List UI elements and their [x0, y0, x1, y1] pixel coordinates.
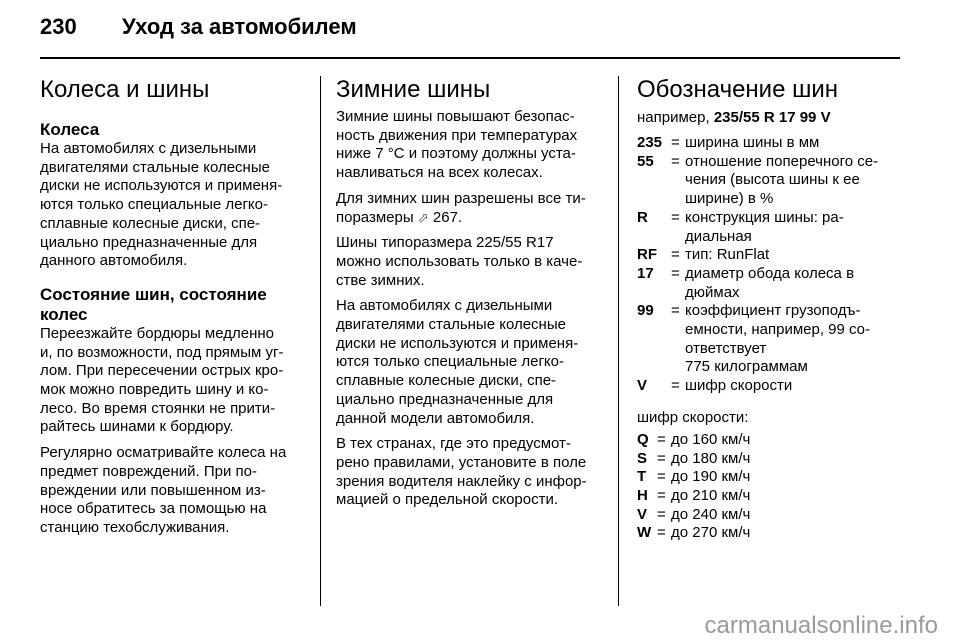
designation-equals: = — [671, 134, 680, 151]
speed-code-table — [637, 431, 902, 543]
tire-condition-text-2: Регулярно осматривайте колеса на предмет повреждений. При по- вреждении или повышенном из- носе обратитесь за помощью на станцию техобслуживания. — [40, 444, 287, 536]
winter-text-2 — [336, 190, 601, 227]
column-divider-1 — [320, 76, 321, 606]
speed-equals: = — [657, 505, 666, 523]
section-heading-wheels-tires: Колеса и шины — [40, 76, 210, 103]
speed-key: V — [637, 505, 648, 523]
winter-text-5: В тех странах, где это предусмот- рено правилами, установите в поле зрения водителя наклейку с инфор- мацией о предельной скорости. — [336, 435, 587, 509]
designation-key: R — [637, 208, 648, 226]
speed-key: S — [637, 449, 648, 467]
designation-row — [637, 302, 902, 377]
designation-equals: = — [671, 377, 680, 395]
designation-value: коэффициент грузоподъ- емности, например, 99 со- ответствует 775 килограммам — [685, 302, 871, 376]
designation-value: диаметр обода колеса в дюймах — [685, 264, 855, 301]
designation-equals: = — [671, 264, 680, 282]
speed-value: до 210 км/ч — [671, 486, 751, 504]
example-line — [637, 108, 902, 127]
speed-value: до 160 км/ч — [671, 430, 751, 448]
speed-equals: = — [657, 486, 666, 504]
column-right — [637, 76, 902, 543]
designation-key: 235 — [637, 134, 663, 151]
speed-equals: = — [657, 524, 666, 542]
designation-key: 17 — [637, 264, 654, 282]
example-value: 235/55 R 17 99 V — [713, 109, 831, 126]
page-number: 230 — [40, 14, 77, 39]
designation-equals: = — [671, 152, 680, 170]
speed-key: W — [637, 524, 652, 542]
speed-key: T — [637, 468, 647, 486]
designation-table — [637, 134, 902, 396]
designation-key: 55 — [637, 152, 654, 170]
designation-row — [637, 153, 902, 209]
arrow-reference-icon: ⬀ — [417, 209, 429, 225]
speed-value: до 270 км/ч — [671, 524, 751, 542]
designation-row — [637, 377, 902, 396]
designation-value: тип: RunFlat — [685, 246, 770, 264]
designation-value: ширина шины в мм — [685, 134, 820, 151]
designation-key: 99 — [637, 302, 654, 320]
designation-row — [637, 246, 902, 265]
speed-value: до 240 км/ч — [671, 505, 751, 523]
speed-key: H — [637, 486, 648, 504]
chapter-title: Уход за автомобилем — [122, 14, 357, 39]
speed-equals: = — [657, 430, 666, 448]
designation-key: V — [637, 377, 648, 395]
speed-row — [637, 468, 902, 487]
winter-text-1: Зимние шины повышают безопас- ность движения при температурах ниже 7 °C и поэтому должны уста- навливаться на всех колесах. — [336, 108, 578, 182]
winter-text-2-body: Для зимних шин разрешены все ти- поразмеры — [336, 189, 586, 226]
speed-equals: = — [657, 449, 666, 467]
designation-row — [637, 209, 902, 246]
wheels-text: На автомобилях с дизельными двигателями стальные колесные диски не используются и применя- ются только специальные легко- сплавные колесные диски, спе- циально предназначенные для данного автомобиля. — [40, 140, 283, 270]
speed-row — [637, 450, 902, 469]
subheading-tire-condition: Состояние шин, состояние колес — [40, 284, 267, 324]
header-divider — [40, 57, 900, 59]
designation-equals: = — [671, 302, 680, 320]
designation-equals: = — [671, 246, 680, 264]
tire-condition-text-1: Переезжайте бордюры медленно и, по возможности, под прямым уг- лом. При пересечении острых кро- мок можно повредить шину и ко- лесо. Во время стоянки не прити- райтесь шинами к бордюру. — [40, 324, 284, 436]
speed-row — [637, 524, 902, 543]
section-heading-winter-tires: Зимние шины — [336, 76, 491, 103]
designation-equals: = — [671, 208, 680, 226]
speed-value: до 180 км/ч — [671, 449, 751, 467]
speed-row — [637, 431, 902, 450]
designation-row — [637, 265, 902, 302]
section-heading-tire-designation: Обозначение шин — [637, 76, 839, 103]
speed-value: до 190 км/ч — [671, 468, 751, 486]
example-label: например, — [637, 109, 710, 126]
designation-value: шифр скорости — [685, 377, 793, 395]
column-divider-2 — [618, 76, 619, 606]
page-reference[interactable]: 267. — [432, 208, 463, 226]
page-header — [40, 14, 357, 44]
designation-value: конструкция шины: ра- диальная — [685, 208, 844, 245]
column-left — [40, 76, 302, 545]
winter-text-3: Шины типоразмера 225/55 R17 можно использовать только в каче- стве зимних. — [336, 234, 583, 289]
speed-row — [637, 506, 902, 525]
speed-equals: = — [657, 468, 666, 486]
watermark: carmanualsonline.info — [704, 612, 938, 639]
subheading-wheels: Колеса — [40, 120, 100, 139]
column-middle — [336, 76, 601, 517]
speed-key: Q — [637, 430, 649, 448]
speed-row — [637, 487, 902, 506]
winter-text-4: На автомобилях с дизельными двигателями стальные колесные диски не используются и применя- ются только специальные легко- сплавные колесные диски, спе- циально предназначенные для данной модели автомобиля. — [336, 297, 579, 427]
designation-key: RF — [637, 246, 657, 264]
speed-code-label: шифр скорости: — [637, 408, 749, 426]
designation-value: отношение поперечного се- чения (высота шины к ее ширине) в % — [685, 152, 879, 208]
designation-row — [637, 134, 902, 153]
